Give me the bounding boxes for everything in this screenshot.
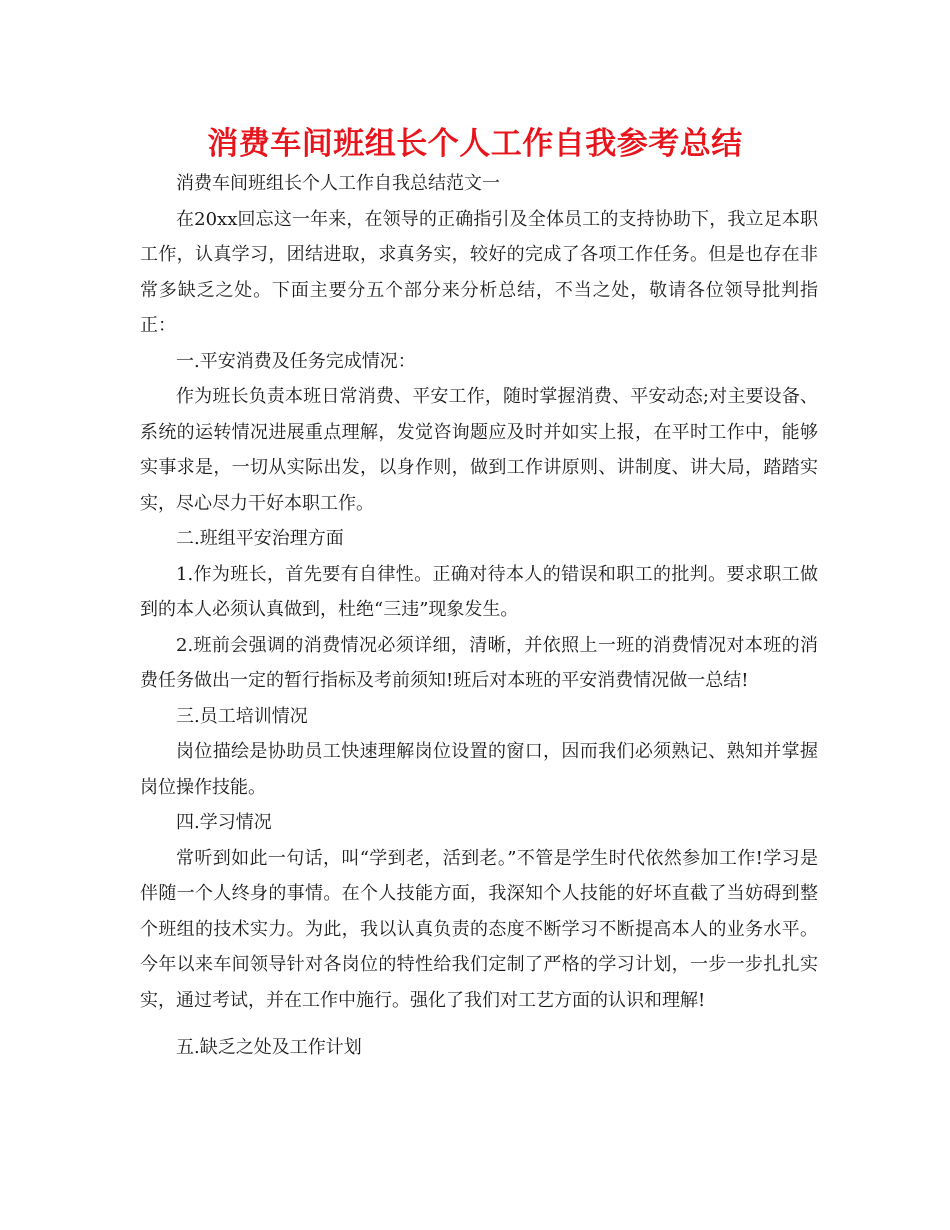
section-4-paragraph: 常听到如此一句话，叫“学到老，活到老。”不管是学生时代依然参加工作!学习是伴随一个人终身的事情。在个人技能方面，我深知个人技能的好坏直截了当妨碍到整个班组的技术实力。为此，我以认真负责的态度不断学习不断提高本人的业务水平。今年以来车间领导针对各岗位的特性给我们定制了严格的学习计划，一步一步扎扎实实，通过考试，并在工作中施行。强化了我们对工艺方面的认识和理解! <box>140 847 818 1011</box>
section-heading-5: 五.缺乏之处及工作计划 <box>176 1037 362 1058</box>
section-heading-1: 一.平安消费及任务完成情况： <box>176 350 416 372</box>
subtitle-paragraph: 消费车间班组长个人工作自我总结范文一 <box>176 173 500 194</box>
intro-paragraph: 在20xx回忘这一年来，在领导的正确指引及全体员工的支持协助下，我立足本职工作，认真学习，团结进取，求真务实，较好的完成了各项工作任务。但是也存在非常多缺乏之处。下面主要分五个部分来分析总结，不当之处，敬请各位领导批判指正： <box>140 208 818 336</box>
section-2-item-1: 1.作为班长，首先要有自律性。正确对待本人的错误和职工的批判。要求职工做到的本人必须认真做到，杜绝“三违”现象发生。 <box>140 563 818 620</box>
section-heading-3: 三.员工培训情况 <box>176 705 308 727</box>
document-body <box>140 166 818 1066</box>
section-1-paragraph: 作为班长负责本班日常消费、平安工作，随时掌握消费、平安动态;对主要设备、系统的运转情况进展重点理解，发觉咨询题应及时并如实上报，在平时工作中，能够实事求是，一切从实际出发，以身作则，做到工作讲原则、讲制度、讲大局，踏踏实实，尽心尽力干好本职工作。 <box>140 386 818 514</box>
section-2-item-2: 2.班前会强调的消费情况必须详细，清晰，并依照上一班的消费情况对本班的消费任务做出一定的暂行指标及考前须知!班后对本班的平安消费情况做一总结! <box>140 634 818 691</box>
section-heading-4: 四.学习情况 <box>176 812 272 833</box>
section-heading-2: 二.班组平安治理方面 <box>176 528 344 549</box>
document-title: 消费车间班组长个人工作自我参考总结 <box>207 126 743 162</box>
section-3-paragraph: 岗位描绘是协助员工快速理解岗位设置的窗口，因而我们必须熟记、熟知并掌握岗位操作技能。 <box>140 741 818 798</box>
